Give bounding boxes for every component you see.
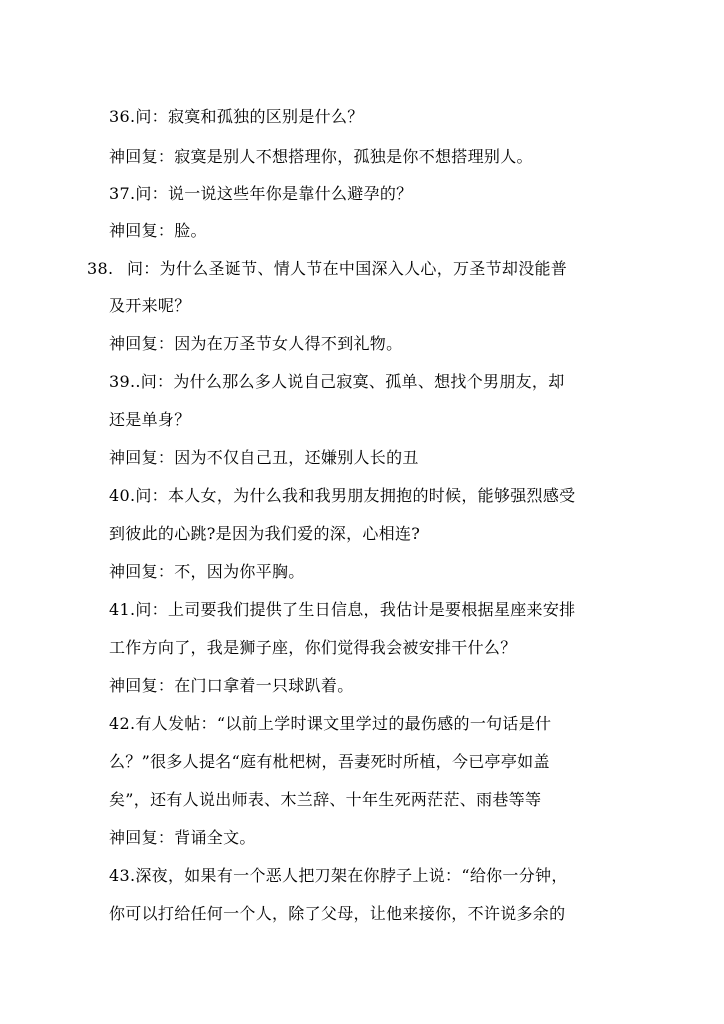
item-38-question: 问：为什么圣诞节、情人节在中国深入人心，万圣节却没能普 [127, 259, 568, 278]
text-line: 及开来呢？ [109, 296, 191, 315]
text-line: 神回复：因为不仅自己丑，还嫌别人长的丑 [109, 448, 419, 467]
item-38-number: 38. [87, 259, 114, 278]
text-line: 40.问：本人女，为什么我和我男朋友拥抱的时候，能够强烈感受 [109, 486, 576, 505]
text-line-item-38 [87, 259, 567, 279]
text-line: 42.有人发帖：“以前上学时课文里学过的最伤感的一句话是什 [109, 714, 552, 733]
text-line: 36.问：寂寞和孤独的区别是什么？ [109, 107, 364, 126]
text-line: 你可以打给任何一个人，除了父母，让他来接你，不许说多余的 [109, 904, 566, 923]
text-line: 工作方向了，我是狮子座，你们觉得我会被安排干什么？ [109, 638, 517, 657]
text-line: 矣”，还有人说出师表、木兰辞、十年生死两茫茫、雨巷等等 [109, 790, 542, 809]
text-line: 37.问：说一说这些年你是靠什么避孕的？ [109, 184, 413, 203]
text-line: 39..问：为什么那么多人说自己寂寞、孤单、想找个男朋友，却 [109, 372, 565, 391]
text-line: 神回复：在门口拿着一只球趴着。 [109, 676, 354, 695]
text-line: 神回复：不，因为你平胸。 [109, 562, 305, 581]
text-line: 神回复：寂寞是别人不想搭理你，孤独是你不想搭理别人。 [109, 147, 533, 166]
text-line: 神回复：背诵全文。 [109, 828, 256, 847]
text-line: 到彼此的心跳?是因为我们爱的深，心相连? [109, 524, 421, 543]
text-line: 还是单身？ [109, 410, 191, 429]
text-line: 神回复：脸。 [109, 221, 207, 240]
text-line: 41.问：上司要我们提供了生日信息，我估计是要根据星座来安排 [109, 600, 576, 619]
text-line: 么？”很多人提名“庭有枇杷树，吾妻死时所植，今已亭亭如盖 [109, 752, 550, 771]
text-line: 43.深夜，如果有一个恶人把刀架在你脖子上说：“给你一分钟， [109, 866, 568, 885]
text-line: 神回复：因为在万圣节女人得不到礼物。 [109, 334, 403, 353]
